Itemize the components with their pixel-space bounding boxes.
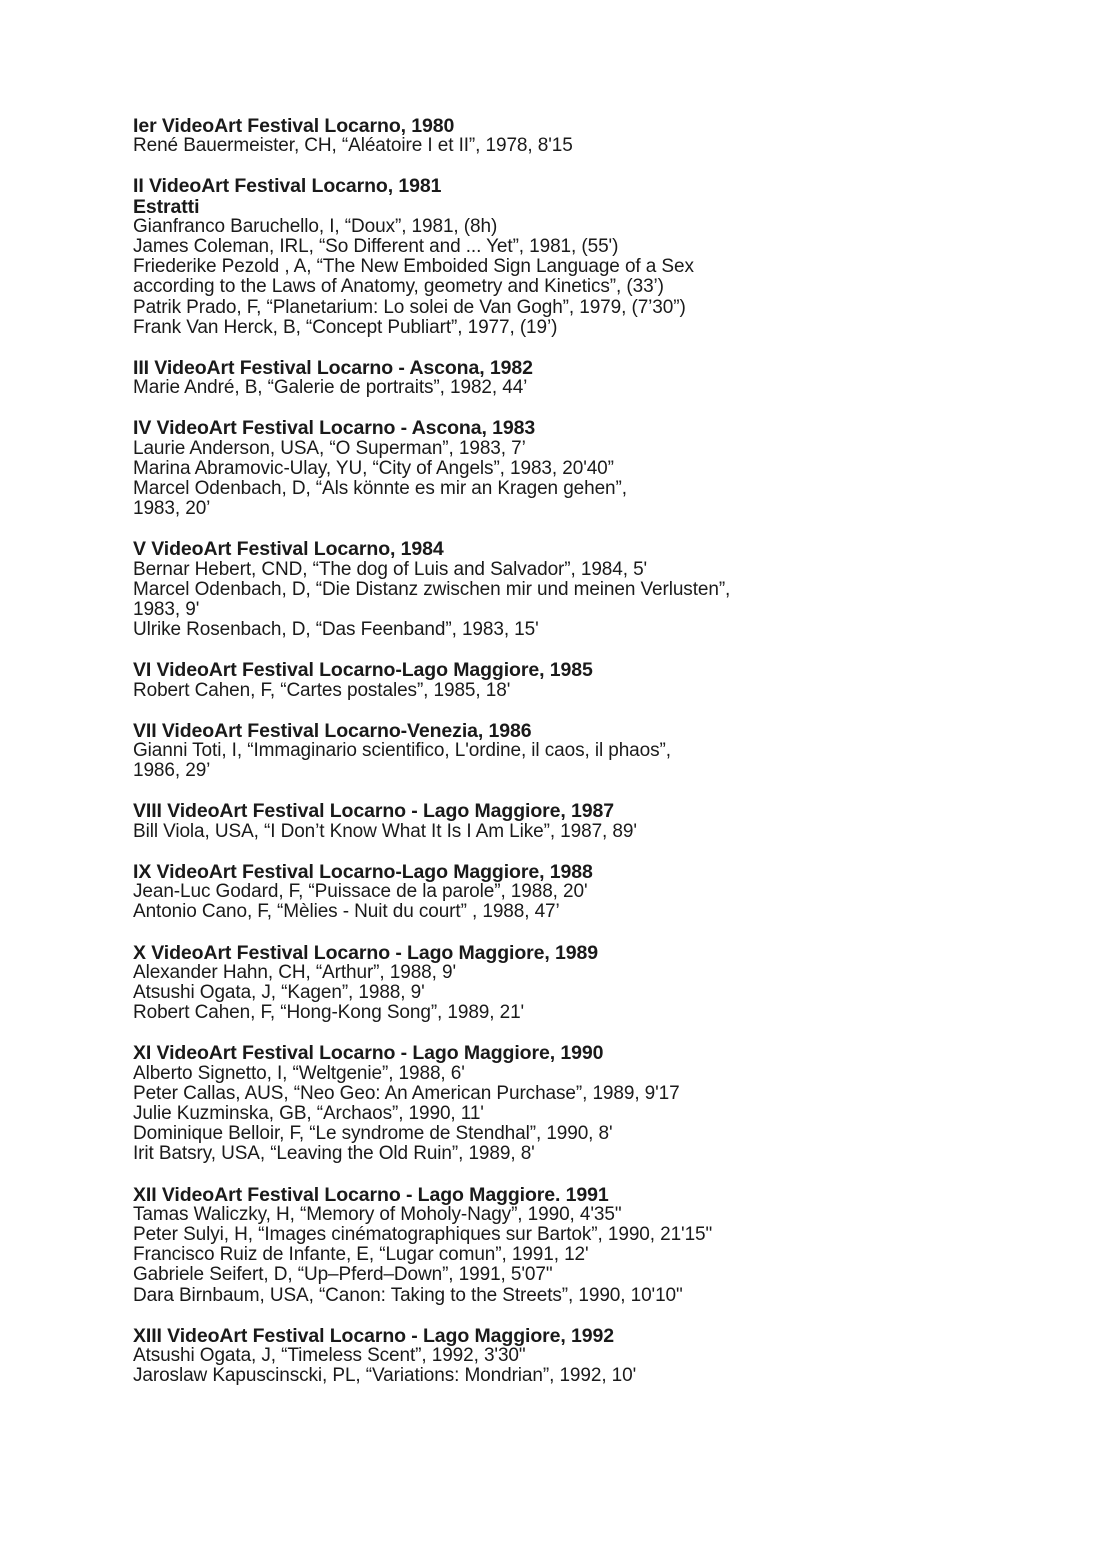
work-entry: Peter Sulyi, H, “Images cinématographiques sur Bartok”, 1990, 21'15" bbox=[133, 1223, 713, 1245]
festival-section bbox=[133, 418, 1033, 519]
festival-section bbox=[133, 116, 1033, 156]
festival-list-document bbox=[133, 116, 1033, 1406]
work-entry: Jean-Luc Godard, F, “Puissace de la parole”, 1988, 20' bbox=[133, 881, 588, 903]
festival-heading: IV VideoArt Festival Locarno - Ascona, 1983 bbox=[133, 417, 536, 440]
work-entry: Atsushi Ogata, J, “Kagen”, 1988, 9' bbox=[133, 981, 425, 1003]
festival-heading: X VideoArt Festival Locarno - Lago Maggiore, 1989 bbox=[133, 941, 599, 964]
festival-section bbox=[133, 1185, 1033, 1306]
work-entry: James Coleman, IRL, “So Different and ... Yet”, 1981, (55') bbox=[133, 236, 619, 258]
festival-subheading: Estratti bbox=[133, 195, 200, 218]
work-entry: Francisco Ruiz de Infante, E, “Lugar comun”, 1991, 12' bbox=[133, 1244, 589, 1266]
work-entry: 1983, 20’ bbox=[133, 498, 211, 520]
work-entry: Frank Van Herck, B, “Concept Publiart”, 1977, (19’) bbox=[133, 316, 558, 338]
work-entry: Gianfranco Baruchello, I, “Doux”, 1981, (8h) bbox=[133, 215, 498, 237]
festival-heading: IX VideoArt Festival Locarno-Lago Maggiore, 1988 bbox=[133, 860, 593, 883]
work-entry: Alexander Hahn, CH, “Arthur”, 1988, 9' bbox=[133, 961, 456, 983]
work-entry: Antonio Cano, F, “Mèlies - Nuit du court” , 1988, 47’ bbox=[133, 901, 560, 923]
work-entry: 1983, 9' bbox=[133, 599, 200, 621]
festival-heading: VII VideoArt Festival Locarno-Venezia, 1986 bbox=[133, 719, 532, 742]
festival-heading: XI VideoArt Festival Locarno - Lago Maggiore, 1990 bbox=[133, 1042, 604, 1065]
work-entry: Friederike Pezold , A, “The New Emboided Sign Language of a Sex bbox=[133, 256, 694, 278]
festival-section bbox=[133, 943, 1033, 1024]
festival-heading: II VideoArt Festival Locarno, 1981 bbox=[133, 175, 442, 198]
work-entry: 1986, 29’ bbox=[133, 760, 211, 782]
festival-section bbox=[133, 176, 1033, 338]
work-entry: Dominique Belloir, F, “Le syndrome de Stendhal”, 1990, 8' bbox=[133, 1123, 613, 1145]
work-entry: Bill Viola, USA, “I Don’t Know What It Is I Am Like”, 1987, 89' bbox=[133, 820, 637, 842]
work-entry: Marie André, B, “Galerie de portraits”, 1982, 44’ bbox=[133, 377, 528, 399]
festival-section bbox=[133, 721, 1033, 782]
festival-section bbox=[133, 862, 1033, 923]
work-entry: Gabriele Seifert, D, “Up–Pferd–Down”, 1991, 5'07" bbox=[133, 1264, 553, 1286]
work-entry: Robert Cahen, F, “Cartes postales”, 1985, 18' bbox=[133, 679, 511, 701]
festival-section bbox=[133, 801, 1033, 841]
festival-heading: VIII VideoArt Festival Locarno - Lago Maggiore, 1987 bbox=[133, 800, 614, 823]
work-entry: Dara Birnbaum, USA, “Canon: Taking to the Streets”, 1990, 10'10" bbox=[133, 1284, 683, 1306]
festival-section bbox=[133, 660, 1033, 700]
work-entry: Robert Cahen, F, “Hong-Kong Song”, 1989, 21' bbox=[133, 1002, 525, 1024]
work-entry: Julie Kuzminska, GB, “Archaos”, 1990, 11' bbox=[133, 1102, 484, 1124]
festival-heading: VI VideoArt Festival Locarno-Lago Maggiore, 1985 bbox=[133, 659, 593, 682]
work-entry: Patrik Prado, F, “Planetarium: Lo solei de Van Gogh”, 1979, (7’30”) bbox=[133, 296, 686, 318]
work-entry: Bernar Hebert, CND, “The dog of Luis and Salvador”, 1984, 5' bbox=[133, 558, 648, 580]
festival-section bbox=[133, 1326, 1033, 1387]
festival-heading: V VideoArt Festival Locarno, 1984 bbox=[133, 538, 444, 561]
work-entry: Jaroslaw Kapuscinscki, PL, “Variations: Mondrian”, 1992, 10' bbox=[133, 1365, 637, 1387]
work-entry: according to the Laws of Anatomy, geometry and Kinetics”, (33’) bbox=[133, 276, 664, 298]
work-entry: Irit Batsry, USA, “Leaving the Old Ruin”, 1989, 8' bbox=[133, 1143, 535, 1165]
festival-section bbox=[133, 1043, 1033, 1164]
work-entry: Laurie Anderson, USA, “O Superman”, 1983, 7’ bbox=[133, 437, 526, 459]
work-entry: René Bauermeister, CH, “Aléatoire I et II”, 1978, 8'15 bbox=[133, 135, 573, 157]
festival-section bbox=[133, 539, 1033, 640]
festival-heading: XIII VideoArt Festival Locarno - Lago Maggiore, 1992 bbox=[133, 1324, 614, 1347]
work-entry: Marina Abramovic-Ulay, YU, “City of Angels”, 1983, 20'40” bbox=[133, 457, 614, 479]
festival-heading: Ier VideoArt Festival Locarno, 1980 bbox=[133, 115, 455, 137]
festival-section bbox=[133, 358, 1033, 398]
work-entry: Alberto Signetto, I, “Weltgenie”, 1988, 6' bbox=[133, 1062, 465, 1084]
work-entry: Ulrike Rosenbach, D, “Das Feenband”, 1983, 15' bbox=[133, 619, 539, 641]
work-entry: Marcel Odenbach, D, “Die Distanz zwischen mir und meinen Verlusten”, bbox=[133, 578, 731, 600]
festival-heading: III VideoArt Festival Locarno - Ascona, 1982 bbox=[133, 357, 533, 380]
work-entry: Tamas Waliczky, H, “Memory of Moholy-Nagy”, 1990, 4'35" bbox=[133, 1203, 622, 1225]
work-entry: Marcel Odenbach, D, “Als könnte es mir an Kragen gehen”, bbox=[133, 478, 627, 500]
work-entry: Atsushi Ogata, J, “Timeless Scent”, 1992, 3'30" bbox=[133, 1344, 526, 1366]
work-entry: Peter Callas, AUS, “Neo Geo: An American Purchase”, 1989, 9'17 bbox=[133, 1082, 680, 1104]
festival-heading: XII VideoArt Festival Locarno - Lago Maggiore. 1991 bbox=[133, 1183, 609, 1206]
work-entry: Gianni Toti, I, “Immaginario scientifico, L'ordine, il caos, il phaos”, bbox=[133, 740, 671, 762]
